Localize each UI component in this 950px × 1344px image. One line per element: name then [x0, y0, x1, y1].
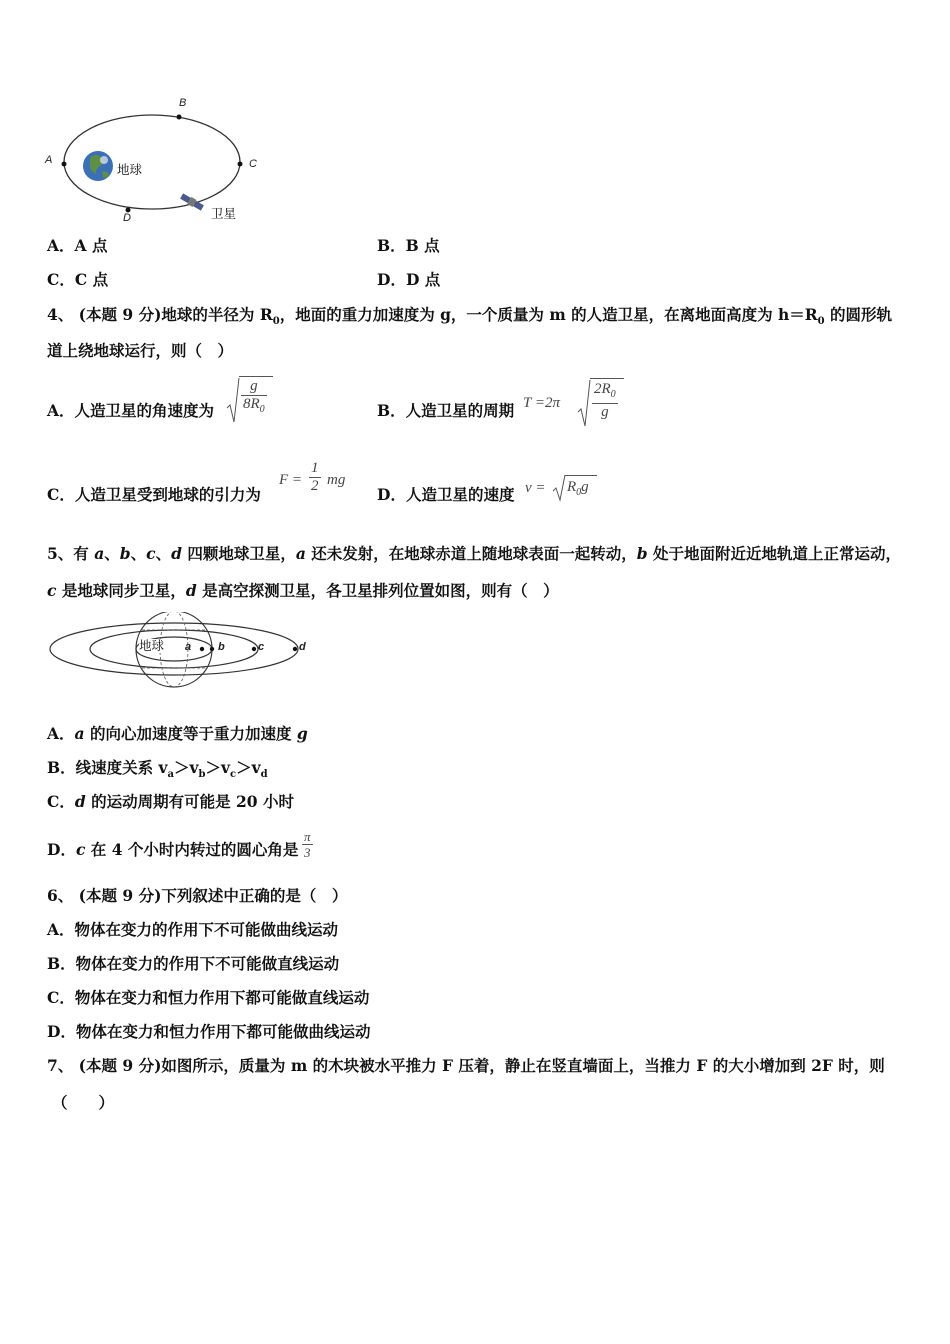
option-key: D．: [377, 485, 406, 504]
q6-option-d: [47, 1022, 370, 1042]
option-text: 的运动周期有可能是 20 小时: [85, 792, 294, 811]
stem-part: 是高空探测卫星，各卫星排列位置如图，则有（ ）: [196, 581, 559, 600]
sat-b-dot: [210, 647, 214, 651]
option-text: ＞v: [174, 758, 199, 777]
q3-option-b: [377, 236, 440, 256]
var-a: a: [295, 544, 306, 563]
q3-option-d: [377, 270, 440, 290]
fraction-denominator: [241, 396, 267, 418]
orbit-label-c: c: [258, 641, 265, 653]
sat-a-dot: [200, 647, 204, 651]
sep: 、: [130, 544, 147, 563]
q6-option-c: [47, 988, 369, 1008]
radicand-main: R: [567, 479, 577, 495]
q6-option-b: [47, 954, 339, 974]
orbit-label-d: d: [299, 641, 306, 653]
point-b-dot: [177, 115, 182, 120]
q5-stem-line1: [47, 544, 901, 564]
sep: 、: [104, 544, 120, 563]
q5-d-fraction: [302, 829, 313, 860]
sqrt-sign: [226, 376, 240, 428]
satellite-label: 卫星: [211, 206, 237, 221]
q6-option-a: [47, 920, 338, 940]
sqrt-sign: [552, 473, 566, 503]
subscript: 0: [817, 316, 825, 328]
fraction-denominator: g: [601, 404, 609, 420]
option-key: A．: [47, 236, 75, 255]
orbit-label-b: b: [218, 641, 225, 653]
option-var: g: [296, 724, 308, 743]
point-d-label: D: [123, 212, 131, 224]
stem-part: 处于地面附近近地轨道上正常运动，: [647, 544, 902, 563]
subscript: c: [230, 769, 237, 781]
subscript: 0: [576, 487, 582, 498]
option-text: 物体在变力的作用下不可能做曲线运动: [74, 920, 339, 939]
formula-rhs: mg: [327, 472, 346, 488]
point-c-label: C: [249, 158, 257, 170]
orbits-figure: [44, 612, 314, 692]
subscript: 0: [610, 389, 616, 400]
option-key: D．: [47, 840, 76, 859]
fraction-numerator: g: [241, 378, 267, 396]
option-key: C．: [47, 988, 75, 1007]
option-text: 物体在变力和恒力作用下都可能做曲线运动: [75, 1022, 371, 1041]
subscript: d: [260, 769, 268, 781]
q4-option-d: [377, 485, 514, 505]
q5-stem-line2: [47, 581, 559, 601]
sat-c-dot: [252, 647, 256, 651]
fraction-numerator: 1: [311, 460, 319, 476]
subscript: a: [167, 769, 174, 781]
stem-part: 四颗地球卫星，: [181, 544, 296, 563]
q4-option-a: [47, 401, 214, 421]
q4-stem-line1: [47, 305, 892, 332]
stem-part: ，地面的重力加速度为 g，一个质量为 m 的人造卫星，在离地面高度为 h＝R: [279, 305, 818, 324]
subscript: 0: [272, 316, 280, 328]
stem-part: 4、 (本题 9 分)地球的半径为 R: [47, 305, 273, 324]
option-text: B 点: [405, 236, 440, 255]
option-text: ＞v: [205, 758, 231, 777]
option-text: 的向心加速度等于重力加速度: [84, 724, 297, 743]
option-key: C．: [47, 270, 75, 289]
option-text: A 点: [74, 236, 108, 255]
stem-part: 还未发射，在地球赤道上随地球表面一起转动，: [305, 544, 637, 563]
var-b: b: [636, 544, 648, 563]
sqrt-sign: [577, 378, 591, 432]
sat-d-dot: [293, 647, 297, 651]
option-text: 人造卫星的角速度为: [74, 401, 215, 420]
option-var: a: [74, 724, 85, 743]
option-text: 人造卫星受到地球的引力为: [74, 485, 261, 504]
point-a-label: A: [45, 154, 53, 166]
satellite-icon: [180, 193, 205, 212]
option-key: A．: [47, 401, 75, 420]
den-main: 8R: [243, 396, 260, 412]
q5-option-a: [47, 724, 308, 744]
q4-option-c: [47, 485, 261, 505]
q4-b-lhs: T =2π: [523, 395, 560, 411]
var-c: c: [47, 581, 57, 600]
q6-stem: 6、 (本题 9 分)下列叙述中正确的是（ ）: [47, 886, 348, 905]
subscript: b: [198, 769, 206, 781]
option-key: B．: [377, 401, 406, 420]
sep: 、: [155, 544, 172, 563]
var-a: a: [94, 544, 105, 563]
q7-stem-line1: 7、 (本题 9 分)如图所示，质量为 m 的木块被水平推力 F 压着，静止在竖直墙面上，当推力 F 的大小增加到 2F 时，则: [47, 1056, 885, 1075]
option-text: ＞v: [236, 758, 261, 777]
orbit-label-a: a: [185, 641, 192, 653]
option-text: 人造卫星的周期: [405, 401, 515, 420]
option-text: C 点: [74, 270, 109, 289]
q3-option-c: [47, 270, 108, 290]
q4-stem-line2: 道上绕地球运行，则（ ）: [47, 341, 234, 360]
option-key: C．: [47, 485, 75, 504]
option-text: 线速度关系 v: [75, 758, 168, 777]
option-key: B．: [47, 758, 76, 777]
radicand: [567, 479, 589, 498]
option-text: 在 4 个小时内转过的圆心角是: [85, 840, 299, 859]
option-text: 人造卫星的速度: [405, 485, 515, 504]
option-key: D．: [377, 270, 406, 289]
earth-cloud-shape: [100, 156, 108, 164]
point-c-dot: [238, 162, 243, 167]
point-a-dot: [62, 162, 67, 167]
option-text: 物体在变力的作用下不可能做直线运动: [75, 954, 340, 973]
stem-part: 是地球同步卫星，: [56, 581, 186, 600]
fraction-numerator: [592, 381, 618, 404]
radicand-tail: g: [581, 479, 589, 495]
point-b-label: B: [179, 97, 187, 109]
option-key: D．: [47, 1022, 76, 1041]
formula-lhs: F =: [279, 472, 303, 488]
option-key: A．: [47, 920, 75, 939]
var-d: d: [171, 544, 182, 563]
q5-option-c: [47, 792, 294, 812]
var-c: c: [146, 544, 156, 563]
option-key: B．: [377, 236, 406, 255]
q7-stem-line2: （ ）: [52, 1093, 115, 1112]
orbit-earth-label: 地球: [139, 638, 165, 653]
orbit-c: [90, 630, 258, 668]
q5-option-d: [47, 840, 298, 860]
option-text: 物体在变力和恒力作用下都可能做直线运动: [74, 988, 370, 1007]
option-var: c: [75, 840, 86, 859]
subscript: 0: [259, 404, 265, 415]
orbit-figure: [40, 90, 280, 230]
q3-option-a: [47, 236, 107, 256]
num-main: 2R: [594, 381, 611, 397]
fraction-denominator: 3: [304, 845, 311, 860]
var-d: d: [185, 581, 197, 600]
fraction-numerator: π: [304, 829, 311, 844]
var-b: b: [119, 544, 131, 563]
stem-part: 5、有: [47, 544, 95, 563]
earth-label: 地球: [117, 162, 143, 177]
option-key: C．: [47, 792, 75, 811]
q5-option-b: [47, 758, 268, 785]
option-text: D 点: [405, 270, 441, 289]
option-key: A．: [47, 724, 75, 743]
q4-option-b: [377, 401, 514, 421]
stem-part: 的圆形轨: [824, 305, 893, 324]
fraction-denominator: 2: [311, 478, 319, 494]
option-var: d: [74, 792, 86, 811]
formula-lhs: v =: [525, 480, 546, 496]
option-key: B．: [47, 954, 76, 973]
